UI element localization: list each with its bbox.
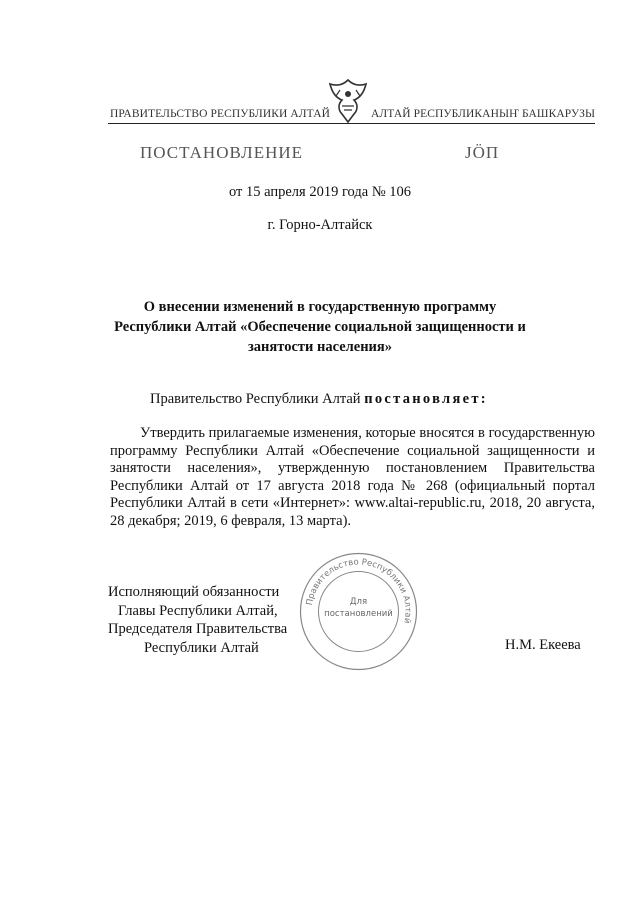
position-line: Исполняющий обязанности [108, 584, 280, 600]
position-line: Республики Алтай [144, 639, 259, 656]
position-line: Главы Республики Алтай, [118, 602, 278, 619]
title-line: Республики Алтай «Обеспечение социальной защищенности и [114, 319, 526, 335]
header-right-org: АЛТАЙ РЕСПУБЛИКАНЫҤ БАШКАРУЗЫ [371, 108, 596, 120]
stamp-center-line2: постановлений [324, 609, 393, 619]
doc-type-right: ЈӦП [465, 143, 500, 162]
preamble [150, 391, 488, 408]
document-date: от 15 апреля 2019 года № 106 [228, 184, 412, 200]
header-left-org: ПРАВИТЕЛЬСТВО РЕСПУБЛИКИ АЛТАЙ [110, 108, 331, 120]
body-paragraph: Утвердить прилагаемые изменения, которые вносятся в государственную программу Республики Алтай «Обеспечение социальной защищенности и занятости населения», утвержденную постановлением Правительства Республики Алтай от 17 августа 2018 года № 268 (официальный портал Республики Алтай в сети «Интернет»: www.altai-republic.ru, 2018, 20 августа, 28 декабря; 2019, 6 февраля, 13 марта). [110, 425, 595, 529]
preamble-text: Правительство Республики Алтай [150, 391, 365, 407]
title-line: занятости населения» [247, 339, 393, 355]
position-line: Председателя Правительства [108, 621, 288, 637]
stamp-center-text [298, 596, 419, 620]
document-city: г. Горно-Алтайск [267, 217, 373, 233]
preamble-emphasis: постановляет: [364, 391, 488, 407]
document-title [100, 297, 540, 357]
coat-of-arms-icon [326, 76, 370, 126]
signatory-position [108, 583, 298, 657]
header-divider [108, 123, 595, 124]
title-line: О внесении изменений в государственную программу [143, 299, 497, 315]
stamp-ring-text: Правительство Республики Алтай [304, 557, 413, 625]
stamp-center-line1: Для [349, 597, 368, 607]
doc-type-left: ПОСТАНОВЛЕНИЕ [140, 143, 304, 162]
signatory-name: Н.М. Екеева [505, 637, 581, 653]
